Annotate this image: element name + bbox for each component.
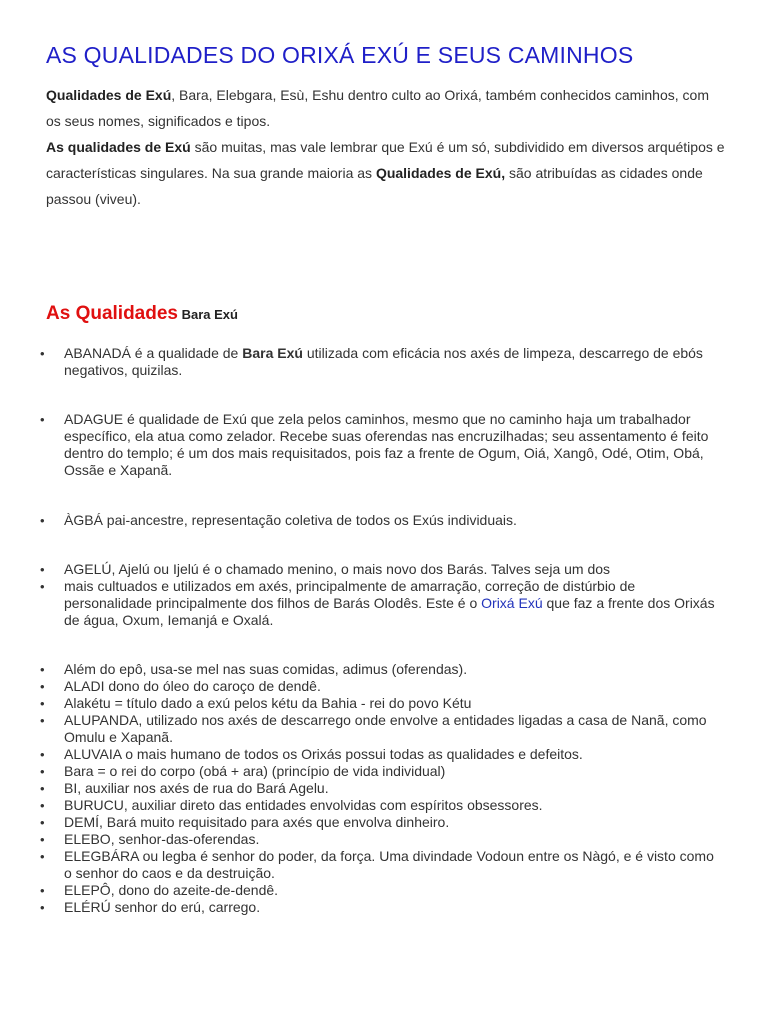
list-item-text: ÀGBÁ pai-ancestre, representação coletiva de todos os Exús individuais. bbox=[64, 512, 517, 528]
list-item bbox=[0, 712, 768, 746]
intro-bold-term: Qualidades de Exú bbox=[46, 87, 172, 103]
orixa-exu-link[interactable]: Orixá Exú bbox=[481, 595, 543, 611]
list-item-text: ABANADÁ é a qualidade de bbox=[64, 345, 243, 361]
bullet-icon: • bbox=[40, 849, 45, 864]
bullet-icon: • bbox=[40, 679, 45, 694]
list-item bbox=[0, 848, 768, 882]
list-item bbox=[0, 746, 768, 763]
list-item-text: Além do epô, usa-se mel nas suas comidas, adimus (oferendas). bbox=[64, 661, 468, 677]
list-item bbox=[0, 661, 768, 678]
list-item-text: BURUCU, auxiliar direto das entidades envolvidas com espíritos obsessores. bbox=[64, 797, 543, 813]
list-item-agba bbox=[0, 512, 768, 529]
page-title: AS QUALIDADES DO ORIXÁ EXÚ E SEUS CAMINHOS bbox=[46, 42, 634, 68]
intro-text-3: são atribuídas as cidades onde passou (viveu). bbox=[46, 165, 703, 207]
section-heading bbox=[46, 298, 238, 326]
list-item-bold: Bara Exú bbox=[242, 345, 303, 361]
list-item-text: Bara = o rei do corpo (obá + ara) (princípio de vida individual) bbox=[64, 763, 446, 779]
intro-paragraph-1 bbox=[46, 82, 726, 134]
list-item-text: DEMÍ, Bará muito requisitado para axés que envolva dinheiro. bbox=[64, 814, 450, 830]
list-item-text: ELEGBÁRA ou legba é senhor do poder, da força. Uma divindade Vodoun entre os Nàgó, e é visto como o senhor do caos e da destruição. bbox=[64, 848, 714, 881]
bullet-icon: • bbox=[40, 883, 45, 898]
list-item-text: ALUVAIA o mais humano de todos os Orixás possui todas as qualidades e defeitos. bbox=[64, 746, 583, 762]
list-item-text: Alakétu = título dado a exú pelos kétu da Bahia - rei do povo Kétu bbox=[64, 695, 472, 711]
intro-bold-term-3: Qualidades de Exú, bbox=[375, 165, 506, 181]
qualities-list-5 bbox=[0, 661, 768, 916]
bullet-icon: • bbox=[40, 662, 45, 677]
intro-bold-term-2: As qualidades de Exú bbox=[46, 139, 191, 155]
list-item bbox=[0, 882, 768, 899]
list-item-text: ALADI dono do óleo do caroço de dendê. bbox=[64, 678, 321, 694]
list-item-adague bbox=[0, 411, 768, 479]
bullet-icon: • bbox=[40, 798, 45, 813]
list-item bbox=[0, 780, 768, 797]
bullet-icon: • bbox=[40, 713, 45, 728]
list-item-text: BI, auxiliar nos axés de rua do Bará Agelu. bbox=[64, 780, 329, 796]
list-item bbox=[0, 695, 768, 712]
list-item-text: ALUPANDA, utilizado nos axés de descarrego onde envolve a entidades ligadas a casa de Nanã, como Omulu e Xapanã. bbox=[64, 712, 707, 745]
list-item-text: AGELÚ, Ajelú ou Ijelú é o chamado menino, o mais novo dos Barás. Talves seja um dos bbox=[64, 561, 611, 577]
list-item-agelu bbox=[0, 561, 768, 578]
list-item bbox=[0, 797, 768, 814]
list-item bbox=[0, 899, 768, 916]
qualities-list-4 bbox=[0, 561, 768, 629]
list-item-abanada bbox=[0, 345, 768, 379]
list-item-cultuados bbox=[0, 578, 768, 629]
list-item bbox=[0, 678, 768, 695]
list-item bbox=[0, 814, 768, 831]
qualities-list-2 bbox=[0, 411, 768, 479]
section-title: As Qualidades bbox=[46, 303, 178, 324]
bullet-icon: • bbox=[40, 513, 45, 528]
intro-text bbox=[46, 82, 726, 212]
bullet-icon: • bbox=[40, 832, 45, 847]
intro-text-1: , Bara, Elebgara, Esù, Eshu dentro culto ao Orixá, também conhecidos caminhos, com os seus nomes, significados e tipos. bbox=[46, 87, 709, 129]
bullet-icon: • bbox=[40, 900, 45, 915]
intro-text-2: são muitas, mas vale lembrar que Exú é um só, subdividido em diversos arquétipos e características singulares. Na sua grande maioria as bbox=[46, 139, 725, 181]
bullet-icon: • bbox=[40, 579, 45, 594]
intro-paragraph-2 bbox=[46, 134, 726, 212]
bullet-icon: • bbox=[40, 346, 45, 361]
qualities-list-3 bbox=[0, 512, 768, 529]
list-item-text: utilizada com eficácia nos axés de limpeza, descarrego de ebós negativos, quizilas. bbox=[64, 345, 703, 378]
bullet-icon: • bbox=[40, 781, 45, 796]
bullet-icon: • bbox=[40, 764, 45, 779]
bullet-icon: • bbox=[40, 815, 45, 830]
bullet-icon: • bbox=[40, 747, 45, 762]
bullet-icon: • bbox=[40, 696, 45, 711]
list-item bbox=[0, 831, 768, 848]
section-subtitle: Bara Exú bbox=[178, 307, 238, 322]
bullet-icon: • bbox=[40, 562, 45, 577]
list-item-text: ELEBO, senhor-das-oferendas. bbox=[64, 831, 260, 847]
qualities-list-1 bbox=[0, 345, 768, 379]
list-item-text: ELEPÔ, dono do azeite-de-dendê. bbox=[64, 882, 279, 898]
list-item bbox=[0, 763, 768, 780]
list-item-text: ADAGUE é qualidade de Exú que zela pelos caminhos, mesmo que no caminho haja um trabalhador específico, ela atua como zelador. Recebe suas oferendas nas encruzilhadas; seu assentamento é feito dentro do templo; é um dos mais requisitados, pois faz a frente de Ogum, Oiá, Xangô, Odé, Otim, Obá, Ossãe e Xapanã. bbox=[64, 411, 709, 478]
list-item-text: que faz a frente dos Orixás de água, Oxum, Iemanjá e Oxalá. bbox=[64, 595, 715, 628]
bullet-icon: • bbox=[40, 412, 45, 427]
list-item-text: ELÉRÚ senhor do erú, carrego. bbox=[64, 899, 261, 915]
list-item-text: mais cultuados e utilizados em axés, principalmente de amarração, correção de distúrbio de personalidade principalmente dos filhos de Barás Olodês. Este é o bbox=[64, 578, 636, 611]
